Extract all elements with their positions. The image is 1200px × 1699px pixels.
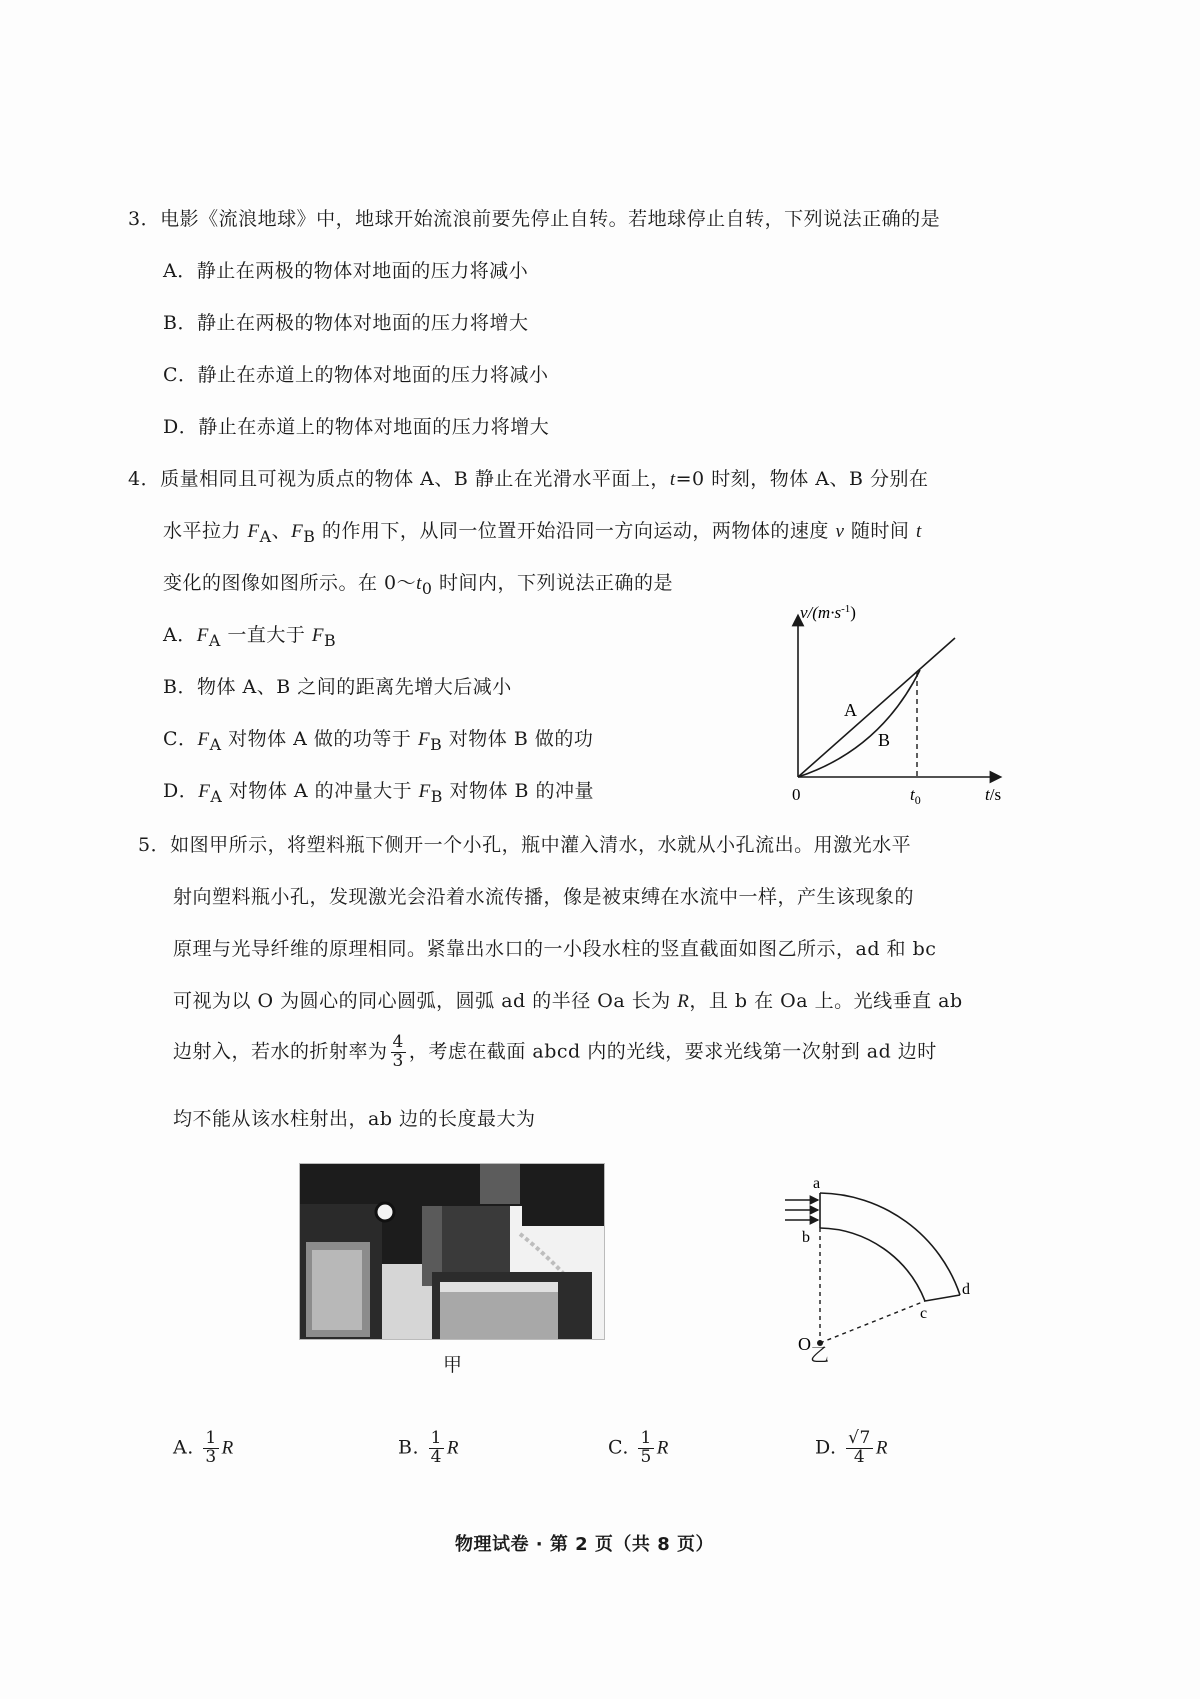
figure-yi-diagram bbox=[780, 1168, 970, 1368]
q3-option-b: B．静止在两极的物体对地面的压力将增大 bbox=[163, 312, 529, 334]
q4-text: 一直大于 bbox=[220, 624, 312, 646]
var-f: F bbox=[198, 781, 211, 802]
q4-text: 水平拉力 bbox=[163, 520, 248, 542]
q4-stem-line-1 bbox=[128, 464, 928, 491]
arc-ad bbox=[820, 1193, 960, 1295]
var-r: R bbox=[875, 1437, 888, 1459]
option-letter: D. bbox=[815, 1436, 837, 1459]
fraction-numerator: 4 bbox=[392, 1032, 404, 1052]
q5-text: 边射入，若水的折射率为 bbox=[173, 1040, 388, 1063]
fraction-numerator: 1 bbox=[640, 1428, 652, 1448]
q4-stem-line-2 bbox=[163, 516, 922, 546]
origin-label: 0 bbox=[792, 785, 801, 804]
fraction-denominator: 3 bbox=[392, 1050, 404, 1071]
q4-text: 的作用下，从同一位置开始沿同一方向运动，两物体的速度 bbox=[315, 520, 836, 542]
var-f: F bbox=[197, 729, 210, 750]
sub-a: A bbox=[259, 526, 272, 546]
q4-text: 、 bbox=[271, 520, 292, 542]
q4-text: 随时间 bbox=[844, 520, 916, 542]
point-b-label: b bbox=[802, 1229, 810, 1246]
var-f: F bbox=[417, 729, 431, 750]
radius-oc-dashed bbox=[820, 1301, 928, 1343]
var-f: F bbox=[291, 521, 304, 542]
option-letter: C. bbox=[608, 1436, 629, 1459]
velocity-time-graph bbox=[770, 600, 1030, 810]
q3-option-d: D．静止在赤道上的物体对地面的压力将增大 bbox=[163, 416, 550, 438]
q3-number: 3． bbox=[128, 208, 161, 230]
q5-stem-line-6: 均不能从该水柱射出，ab 边的长度最大为 bbox=[173, 1108, 536, 1130]
arc-bc bbox=[820, 1228, 925, 1301]
y-axis-label: $v/(m\cdot s^{-1})$ bbox=[800, 603, 856, 622]
q5-stem-line-2: 射向塑料瓶小孔，发现激光会沿着水流传播，像是被束缚在水流中一样，产生该现象的 bbox=[173, 886, 915, 908]
fraction-numerator: √7 bbox=[848, 1428, 871, 1448]
var-f: F bbox=[196, 625, 209, 646]
option-letter: A． bbox=[163, 624, 197, 646]
q3-stem-text: 电影《流浪地球》中，地球开始流浪前要先停止自转。若地球停止自转，下列说法正确的是 bbox=[160, 208, 941, 230]
q4-text: =0 时刻，物体 A、B 分别在 bbox=[675, 468, 929, 490]
var-r: R bbox=[446, 1437, 459, 1459]
q4-text: 对物体 A 做的功等于 bbox=[221, 728, 418, 750]
option-fraction bbox=[429, 1430, 444, 1467]
fraction-numerator: 1 bbox=[205, 1428, 217, 1448]
curve-a-label: A bbox=[844, 700, 857, 720]
q3-option-c: C．静止在赤道上的物体对地面的压力将减小 bbox=[163, 364, 549, 386]
q5-text: ，考虑在截面 abcd 内的光线，要求光线第一次射到 ad 边时 bbox=[408, 1040, 937, 1063]
q4-text: 质量相同且可视为质点的物体 A、B 静止在光滑水平面上， bbox=[160, 468, 670, 490]
point-d-label: d bbox=[962, 1281, 970, 1298]
var-t: t bbox=[416, 573, 422, 594]
var-v: v bbox=[835, 521, 845, 542]
q3-option-a: A．静止在两极的物体对地面的压力将减小 bbox=[163, 260, 529, 282]
option-fraction bbox=[203, 1430, 218, 1467]
bottle-photo-drawing bbox=[300, 1164, 604, 1339]
option-fraction bbox=[638, 1430, 653, 1467]
edge-cd bbox=[925, 1295, 960, 1301]
sub-a: A bbox=[209, 734, 222, 754]
q5-option-b bbox=[398, 1430, 459, 1467]
var-f: F bbox=[418, 781, 431, 802]
q5-option-c bbox=[608, 1430, 669, 1467]
var-r: R bbox=[221, 1437, 234, 1459]
figure-jia-photo bbox=[299, 1163, 605, 1340]
fraction-denominator: 4 bbox=[853, 1446, 866, 1467]
line-a bbox=[798, 638, 955, 777]
q5-text: 可视为以 O 为圆心的同心圆弧，圆弧 ad 的半径 Oa 长为 bbox=[173, 990, 678, 1012]
refractive-index-fraction bbox=[391, 1034, 406, 1071]
q4-text: 时间内，下列说法正确的是 bbox=[432, 572, 674, 594]
option-letter: C． bbox=[163, 728, 198, 750]
sub-0: 0 bbox=[421, 578, 433, 598]
sub-a: A bbox=[208, 630, 221, 650]
point-a-label: a bbox=[813, 1175, 821, 1192]
figure-yi-caption: 乙 bbox=[810, 1344, 830, 1366]
q4-text: 对物体 A 的冲量大于 bbox=[222, 780, 419, 802]
option-letter: D． bbox=[163, 780, 199, 802]
fraction-denominator: 3 bbox=[205, 1446, 217, 1467]
q4-number: 4． bbox=[128, 468, 161, 490]
q4-text: 变化的图像如图所示。在 0～ bbox=[163, 572, 417, 594]
var-r: R bbox=[677, 991, 690, 1012]
var-f: F bbox=[247, 521, 260, 542]
option-letter: A. bbox=[173, 1436, 194, 1459]
q5-option-d bbox=[815, 1430, 888, 1467]
q4-option-d bbox=[163, 776, 594, 806]
q5-stem-line-1 bbox=[138, 830, 911, 857]
q4-option-b: B．物体 A、B 之间的距离先增大后减小 bbox=[163, 676, 512, 698]
figure-jia-caption: 甲 bbox=[443, 1354, 463, 1376]
page-footer: 物理试卷 · 第 2 页（共 8 页） bbox=[455, 1534, 714, 1555]
t0-label: $t_0$ bbox=[910, 785, 921, 807]
q4-var-t: t bbox=[669, 469, 676, 490]
x-axis-label: t/s bbox=[985, 785, 1002, 804]
q5-stem-line-5 bbox=[173, 1034, 937, 1071]
var-r: R bbox=[656, 1437, 669, 1459]
sub-b: B bbox=[303, 526, 316, 546]
fraction-denominator: 4 bbox=[430, 1446, 442, 1467]
var-t: t bbox=[915, 521, 922, 542]
sub-b: B bbox=[430, 786, 443, 806]
option-fraction bbox=[846, 1430, 873, 1467]
q5-stem-line-3: 原理与光导纤维的原理相同。紧靠出水口的一小段水柱的竖直截面如图乙所示，ad 和 bc bbox=[173, 938, 937, 960]
fraction-denominator: 5 bbox=[640, 1446, 652, 1467]
point-c-label: c bbox=[920, 1305, 928, 1322]
q5-number: 5． bbox=[138, 834, 171, 856]
q5-text: 如图甲所示，将塑料瓶下侧开一个小孔，瓶中灌入清水，水就从小孔流出。用激光水平 bbox=[170, 834, 912, 856]
q5-option-a bbox=[173, 1430, 234, 1467]
q4-option-a bbox=[163, 620, 336, 650]
sub-b: B bbox=[323, 630, 337, 650]
fraction-numerator: 1 bbox=[430, 1428, 442, 1448]
var-f: F bbox=[311, 625, 324, 646]
q4-text: 对物体 B 的冲量 bbox=[442, 780, 595, 802]
option-letter: B. bbox=[398, 1436, 420, 1459]
point-o-label: O bbox=[798, 1334, 811, 1354]
q5-stem-line-4 bbox=[173, 986, 963, 1013]
q4-stem-line-3 bbox=[163, 568, 673, 598]
q5-text: ，且 b 在 Oa 上。光线垂直 ab bbox=[689, 990, 963, 1012]
sub-a: A bbox=[210, 786, 223, 806]
q3-stem bbox=[128, 204, 940, 231]
q4-text: 对物体 B 做的功 bbox=[442, 728, 594, 750]
curve-b-label: B bbox=[878, 730, 891, 750]
q4-option-c bbox=[163, 724, 593, 754]
sub-b: B bbox=[430, 734, 443, 754]
